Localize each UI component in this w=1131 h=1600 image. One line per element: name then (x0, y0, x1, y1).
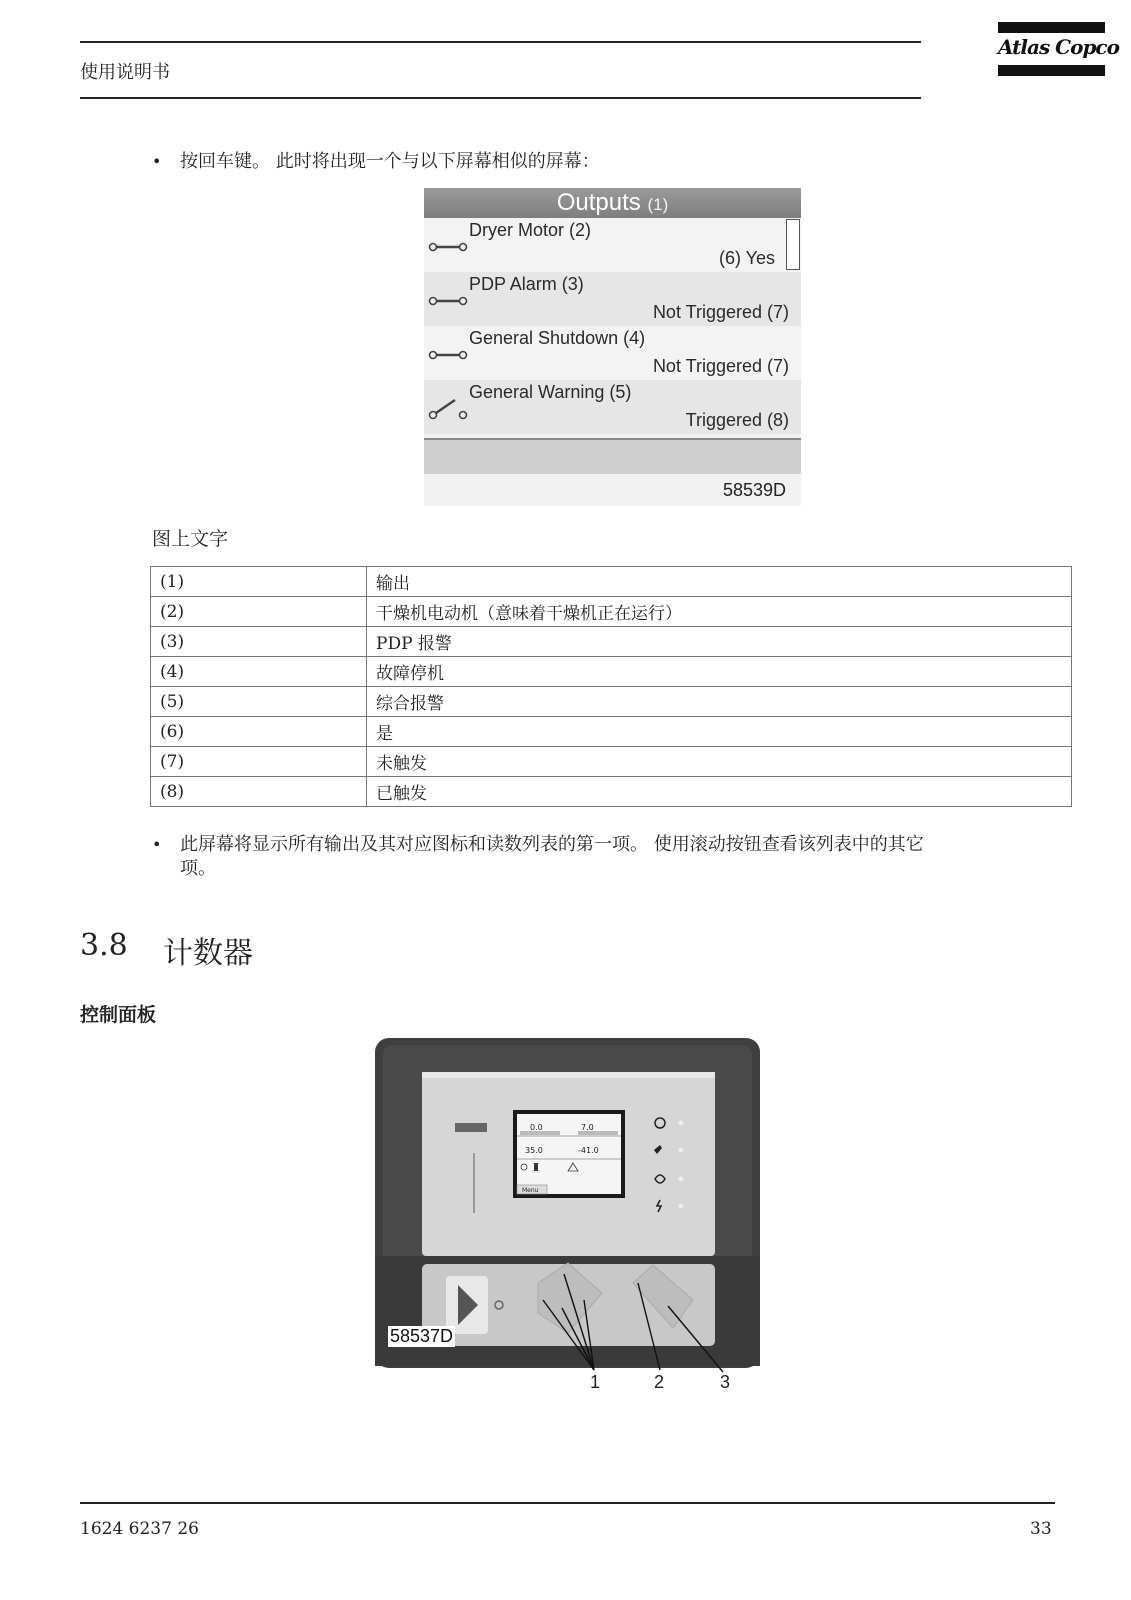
closed-contact-icon (428, 294, 468, 308)
output-value: Not Triggered (7) (652, 302, 789, 322)
lcd-value: 0.0 (530, 1123, 543, 1132)
legend-text: 综合报警 (367, 687, 1072, 717)
header-title: 使用说明书 (80, 62, 170, 83)
page-number: 33 (1030, 1519, 1052, 1539)
legend-text: 故障停机 (367, 657, 1072, 687)
output-name: General Shutdown (4) (469, 328, 646, 348)
output-value: Triggered (8) (685, 410, 789, 430)
table-row (151, 687, 1072, 717)
note-line-2: 项。 (180, 858, 216, 879)
callout-label: 3 (720, 1372, 731, 1392)
screen-bottom-bar (424, 438, 801, 474)
table-row (151, 777, 1072, 807)
legend-text: 是 (367, 717, 1072, 747)
intro-text: 按回车键。 此时将出现一个与以下屏幕相似的屏幕： (180, 151, 600, 172)
screen-title-bar (424, 188, 801, 218)
output-name: General Warning (5) (469, 382, 632, 402)
legend-table (150, 566, 1072, 807)
legend-text: PDP 报警 (367, 627, 1072, 657)
note-line-1: 此屏幕将显示所有输出及其对应图标和读数列表的第一项。 使用滚动按钮查看该列表中的其它 (180, 834, 924, 855)
closed-contact-icon (428, 240, 468, 254)
intro-bullet: • (152, 152, 162, 171)
document-number: 1624 6237 26 (80, 1519, 199, 1539)
header-top-rule (80, 41, 921, 43)
lcd-value: -41.0 (578, 1146, 599, 1155)
callout-label: 1 (590, 1372, 601, 1392)
note-bullet: • (152, 835, 162, 854)
lcd-menu-label: Menu (522, 1187, 539, 1194)
table-row (151, 657, 1072, 687)
output-value: Not Triggered (7) (652, 356, 789, 376)
table-row (151, 627, 1072, 657)
lcd-value: 35.0 (525, 1146, 543, 1155)
section-title: 计数器 (163, 936, 253, 971)
lcd-value: 7.0 (581, 1123, 594, 1132)
panel-figure-code: 58537D (390, 1326, 454, 1346)
legend-text: 已触发 (367, 777, 1072, 807)
output-row (424, 380, 801, 434)
output-row (424, 326, 801, 380)
legend-ref: (2) (151, 597, 367, 627)
open-contact-icon (428, 394, 468, 420)
footer-rule (80, 1502, 1055, 1504)
output-name: PDP Alarm (3) (469, 274, 584, 294)
output-row (424, 218, 801, 272)
legend-ref: (7) (151, 747, 367, 777)
control-panel-figure (368, 1038, 768, 1400)
brand-logo: Atlas Copco (998, 22, 1105, 76)
legend-ref: (3) (151, 627, 367, 657)
legend-ref: (8) (151, 777, 367, 807)
output-name: Dryer Motor (2) (469, 220, 592, 240)
legend-text: 干燥机电动机（意味着干燥机正在运行） (367, 597, 1072, 627)
legend-title: 图上文字 (152, 528, 229, 550)
legend-ref: (4) (151, 657, 367, 687)
output-row (424, 272, 801, 326)
table-row (151, 747, 1072, 777)
panel-brand-mark (455, 1123, 487, 1132)
screen-title: Outputs (556, 189, 641, 216)
legend-text: 未触发 (367, 747, 1072, 777)
screen-scrollbar (786, 219, 800, 270)
header-bottom-rule (80, 97, 921, 99)
table-row (151, 567, 1072, 597)
closed-contact-icon (428, 348, 468, 362)
legend-ref: (5) (151, 687, 367, 717)
screenshot-figure-code: 58539D (722, 480, 786, 500)
subheading: 控制面板 (80, 1004, 157, 1026)
legend-text: 输出 (367, 567, 1072, 597)
section-number: 3.8 (80, 928, 128, 963)
callout-label: 2 (654, 1372, 665, 1392)
outputs-screenshot (424, 188, 801, 506)
legend-ref: (6) (151, 717, 367, 747)
table-row (151, 597, 1072, 627)
output-value: (6) Yes (718, 248, 775, 268)
legend-ref: (1) (151, 567, 367, 597)
screen-title-ref: (1) (647, 195, 669, 214)
table-row (151, 717, 1072, 747)
